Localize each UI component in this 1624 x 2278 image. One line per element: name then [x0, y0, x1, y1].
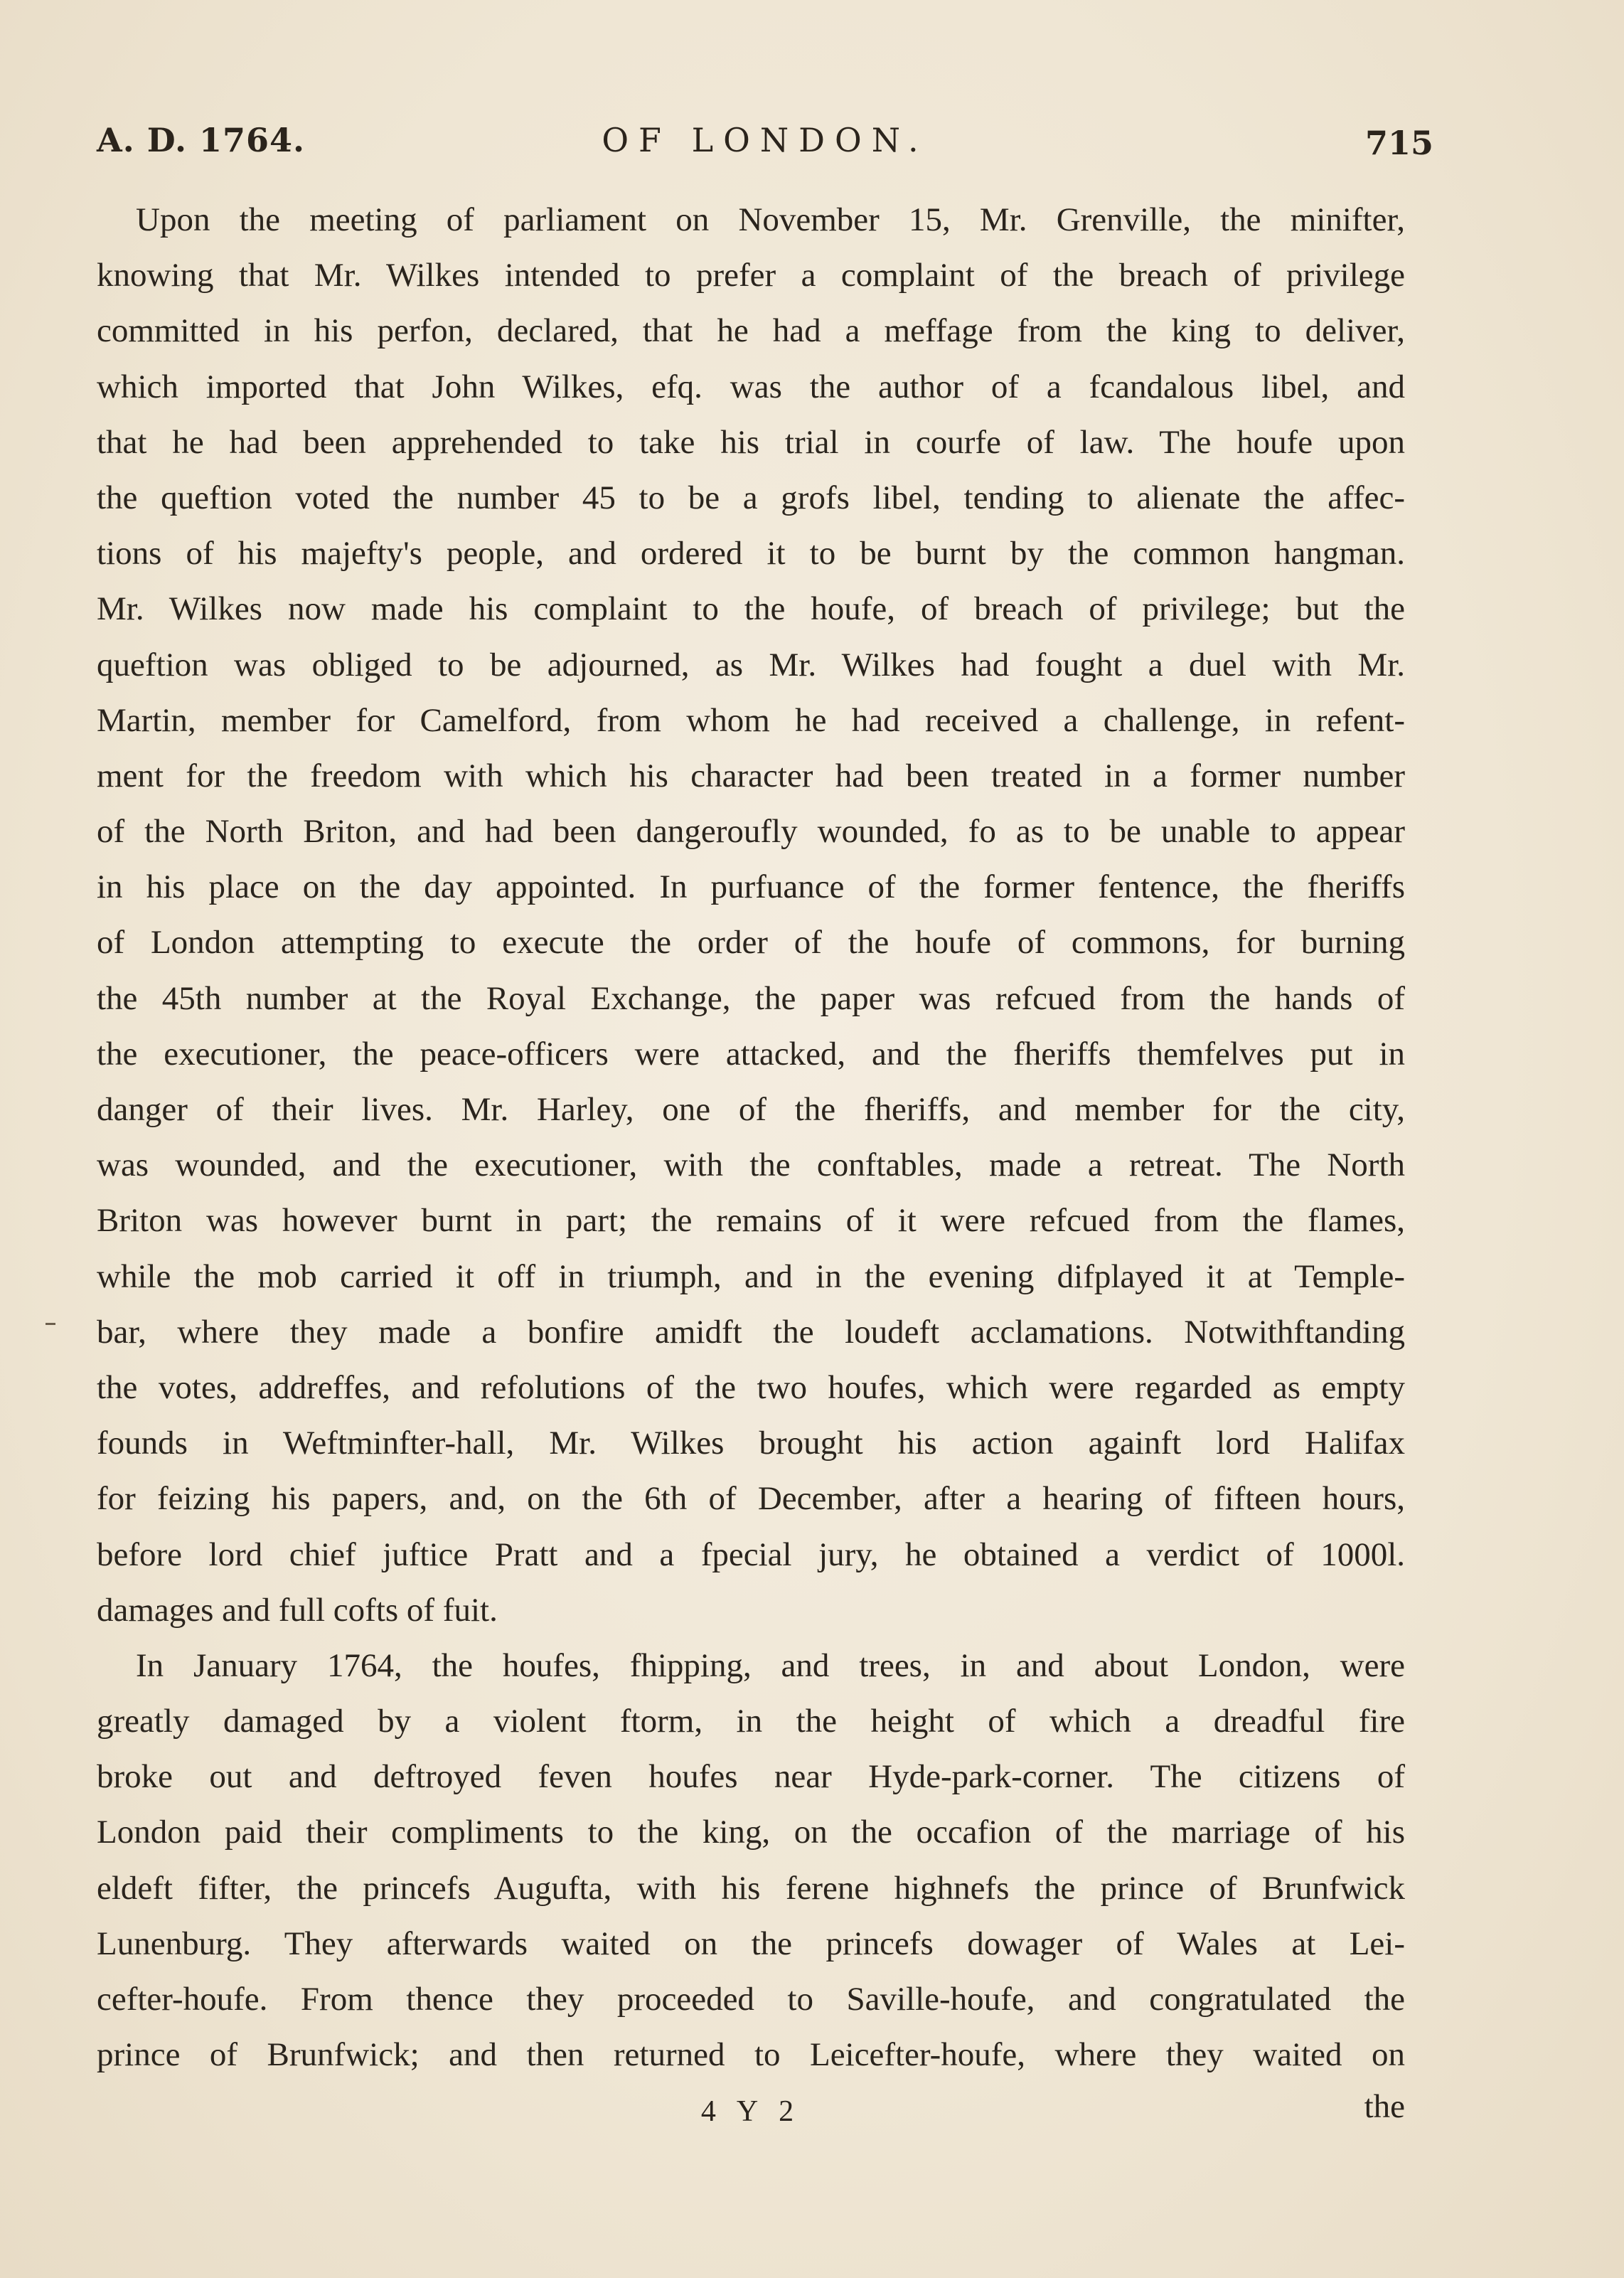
paragraph-1: [97, 192, 1405, 1638]
text-line: in his place on the day appointed. In purfuance of the former fentence, the fheriffs: [97, 868, 1405, 906]
text-line: that he had been apprehended to take his trial in courfe of law. The houfe upon: [97, 423, 1405, 461]
text-line: was wounded, and the executioner, with the conftables, made a retreat. The North: [97, 1146, 1405, 1184]
header-year: A. D. 1764.: [97, 121, 306, 159]
header-title: OF LONDON.: [602, 121, 929, 159]
text-line: tions of his majefty's people, and ordered it to be burnt by the common hangman.: [97, 535, 1405, 573]
text-line: greatly damaged by a violent ftorm, in the height of which a dreadful fire: [97, 1703, 1405, 1740]
page-number: 715: [1364, 124, 1433, 162]
text-line: queftion was obliged to be adjourned, as Mr. Wilkes had fought a duel with Mr.: [97, 646, 1405, 683]
text-line: danger of their lives. Mr. Harley, one of the fheriffs, and member for the city,: [97, 1091, 1405, 1128]
text-line: before lord chief juftice Pratt and a fpecial jury, he obtained a verdict of 1000l.: [97, 1535, 1405, 1573]
text-line: the executioner, the peace-officers were attacked, and the fheriffs themfelves put in: [97, 1035, 1405, 1073]
text-line: Upon the meeting of parliament on November 15, Mr. Grenville, the minifter,: [136, 201, 1405, 238]
signature-mark: 4 Y 2: [700, 2095, 801, 2128]
text-line: while the mob carried it off in triumph, and in the evening difplayed it at Temple-: [97, 1257, 1405, 1295]
body-text: [97, 192, 1405, 2082]
text-line: Briton was however burnt in part; the remains of it were refcued from the flames,: [97, 1202, 1405, 1240]
text-line: In January 1764, the houfes, fhipping, and trees, in and about London, were: [136, 1646, 1405, 1684]
paragraph-2: [97, 1638, 1405, 2083]
text-line: of London attempting to execute the order of the houfe of commons, for burning: [97, 924, 1405, 962]
text-line: committed in his perfon, declared, that he had a meffage from the king to deliver,: [97, 312, 1405, 350]
text-line: damages and full cofts of fuit.: [97, 1591, 498, 1629]
text-line: cefter-houfe. From thence they proceeded to Saville-houfe, and congratulated the: [97, 1981, 1405, 2018]
text-line: founds in Weftminfter-hall, Mr. Wilkes brought his action againft lord Halifax: [97, 1425, 1405, 1462]
text-line: Lunenburg. They afterwards waited on the princefs dowager of Wales at Lei-: [97, 1925, 1405, 1962]
text-line: eldeft fifter, the princefs Augufta, with his ferene highnefs the prince of Brunfwick: [97, 1869, 1405, 1907]
page-footer: [97, 2087, 1405, 2137]
catchword: the: [1364, 2088, 1405, 2125]
running-header: [97, 121, 1433, 185]
text-line: knowing that Mr. Wilkes intended to prefer a complaint of the breach of privilege: [97, 257, 1405, 294]
text-line: which imported that John Wilkes, efq. was the author of a fcandalous libel, and: [97, 368, 1405, 405]
text-line: London paid their compliments to the king, on the occafion of the marriage of his: [97, 1814, 1405, 1851]
text-line: prince of Brunfwick; and then returned to Leicefter-houfe, where they waited on: [97, 2036, 1405, 2074]
text-line: the votes, addreffes, and refolutions of the two houfes, which were regarded as empty: [97, 1368, 1405, 1406]
text-line: Mr. Wilkes now made his complaint to the houfe, of breach of privilege; but the: [97, 590, 1405, 628]
text-line: ment for the freedom with which his character had been treated in a former number: [97, 757, 1405, 794]
text-line: Martin, member for Camelford, from whom he had received a challenge, in refent-: [97, 701, 1405, 739]
text-line: the queftion voted the number 45 to be a grofs libel, tending to alienate the affec-: [97, 479, 1405, 516]
text-line: of the North Briton, and had been dangeroufly wounded, fo as to be unable to appear: [97, 813, 1405, 851]
text-line: the 45th number at the Royal Exchange, the paper was refcued from the hands of: [97, 979, 1405, 1017]
text-line: bar, where they made a bonfire amidft the loudeft acclamations. Notwithftanding: [97, 1313, 1405, 1351]
text-line: for feizing his papers, and, on the 6th of December, after a hearing of fifteen hours,: [97, 1480, 1405, 1518]
text-line: broke out and deftroyed feven houfes near Hyde-park-corner. The citizens of: [97, 1758, 1405, 1796]
margin-mark: [46, 1323, 55, 1325]
